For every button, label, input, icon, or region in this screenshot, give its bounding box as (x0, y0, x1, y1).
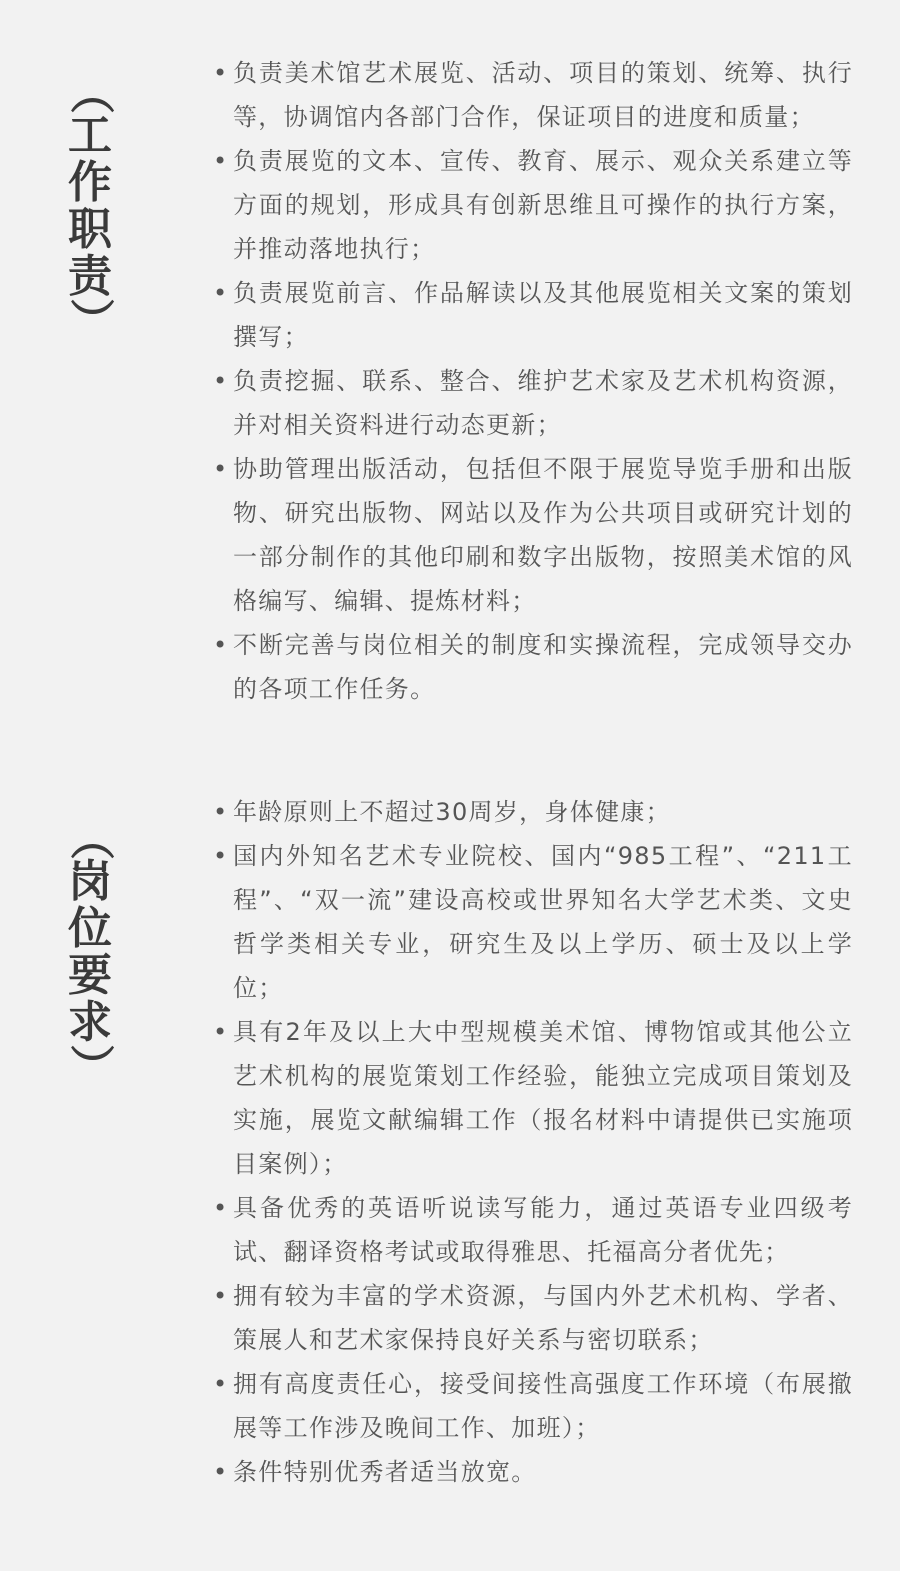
title-char: 位 (68, 903, 112, 954)
title-char: 求 (68, 997, 112, 1048)
job-duties-list (213, 51, 853, 711)
list-item (213, 51, 853, 139)
title-char: 职 (68, 204, 112, 255)
bullet-icon: • (213, 455, 229, 483)
title-char: 责 (68, 251, 112, 302)
list-item (213, 447, 853, 623)
list-item-text: 负责美术馆艺术展览、活动、项目的策划、统筹、执行等，协调馆内各部门合作，保证项目的进度和质量； (233, 59, 853, 131)
title-char: 工 (68, 110, 112, 161)
title-char: 要 (68, 950, 112, 1001)
title-close-paren: ） (65, 298, 116, 342)
title-open-paren: （ (65, 70, 116, 114)
list-item (213, 834, 853, 1010)
title-char: 岗 (68, 856, 112, 907)
job-requirements-list (213, 790, 853, 1494)
list-item-text: 协助管理出版活动，包括但不限于展览导览手册和出版物、研究出版物、网站以及作为公共项目或研究计划的一部分制作的其他印刷和数字出版物，按照美术馆的风格编写、编辑、提炼材料； (233, 455, 853, 615)
bullet-icon: • (213, 147, 229, 175)
list-item (213, 790, 853, 834)
bullet-icon: • (213, 367, 229, 395)
bullet-icon: • (213, 1282, 229, 1310)
list-item-text: 拥有高度责任心，接受间接性高强度工作环境（布展撤展等工作涉及晚间工作、加班）； (233, 1370, 853, 1442)
list-item-text: 负责挖掘、联系、整合、维护艺术家及艺术机构资源，并对相关资料进行动态更新； (233, 367, 853, 439)
list-item-text: 不断完善与岗位相关的制度和实操流程，完成领导交办的各项工作任务。 (233, 631, 853, 703)
list-item-text: 具备优秀的英语听说读写能力，通过英语专业四级考试、翻译资格考试或取得雅思、托福高分者优先； (233, 1194, 853, 1266)
list-item-text: 年龄原则上不超过30周岁，身体健康； (233, 798, 671, 826)
list-item (213, 1186, 853, 1274)
list-item (213, 1274, 853, 1362)
list-item-text: 具有2年及以上大中型规模美术馆、博物馆或其他公立艺术机构的展览策划工作经验，能独立完成项目策划及实施，展览文献编辑工作（报名材料中请提供已实施项目案例）； (233, 1018, 853, 1178)
list-item (213, 139, 853, 271)
section-title-job-duties (62, 72, 118, 340)
list-item-text: 负责展览前言、作品解读以及其他展览相关文案的策划撰写； (233, 279, 853, 351)
title-close-paren: ） (65, 1044, 116, 1088)
bullet-icon: • (213, 279, 229, 307)
list-item-text: 拥有较为丰富的学术资源，与国内外艺术机构、学者、策展人和艺术家保持良好关系与密切联系； (233, 1282, 853, 1354)
bullet-icon: • (213, 1194, 229, 1222)
bullet-icon: • (213, 842, 229, 870)
list-item (213, 1450, 853, 1494)
bullet-icon: • (213, 1018, 229, 1046)
list-item (213, 359, 853, 447)
bullet-icon: • (213, 59, 229, 87)
bullet-icon: • (213, 1370, 229, 1398)
bullet-icon: • (213, 631, 229, 659)
bullet-icon: • (213, 798, 229, 826)
list-item (213, 271, 853, 359)
list-item-text: 条件特别优秀者适当放宽。 (233, 1458, 537, 1486)
list-item-text: 负责展览的文本、宣传、教育、展示、观众关系建立等方面的规划，形成具有创新思维且可操作的执行方案，并推动落地执行； (233, 147, 853, 263)
list-item-text: 国内外知名艺术专业院校、国内“985工程”、“211工程”、“双一流”建设高校或世界知名大学艺术类、文史哲学类相关专业，研究生及以上学历、硕士及以上学位； (233, 842, 853, 1002)
list-item (213, 1362, 853, 1450)
title-char: 作 (68, 157, 112, 208)
section-title-job-requirements (62, 818, 118, 1086)
bullet-icon: • (213, 1458, 229, 1486)
title-open-paren: （ (65, 816, 116, 860)
list-item (213, 1010, 853, 1186)
list-item (213, 623, 853, 711)
